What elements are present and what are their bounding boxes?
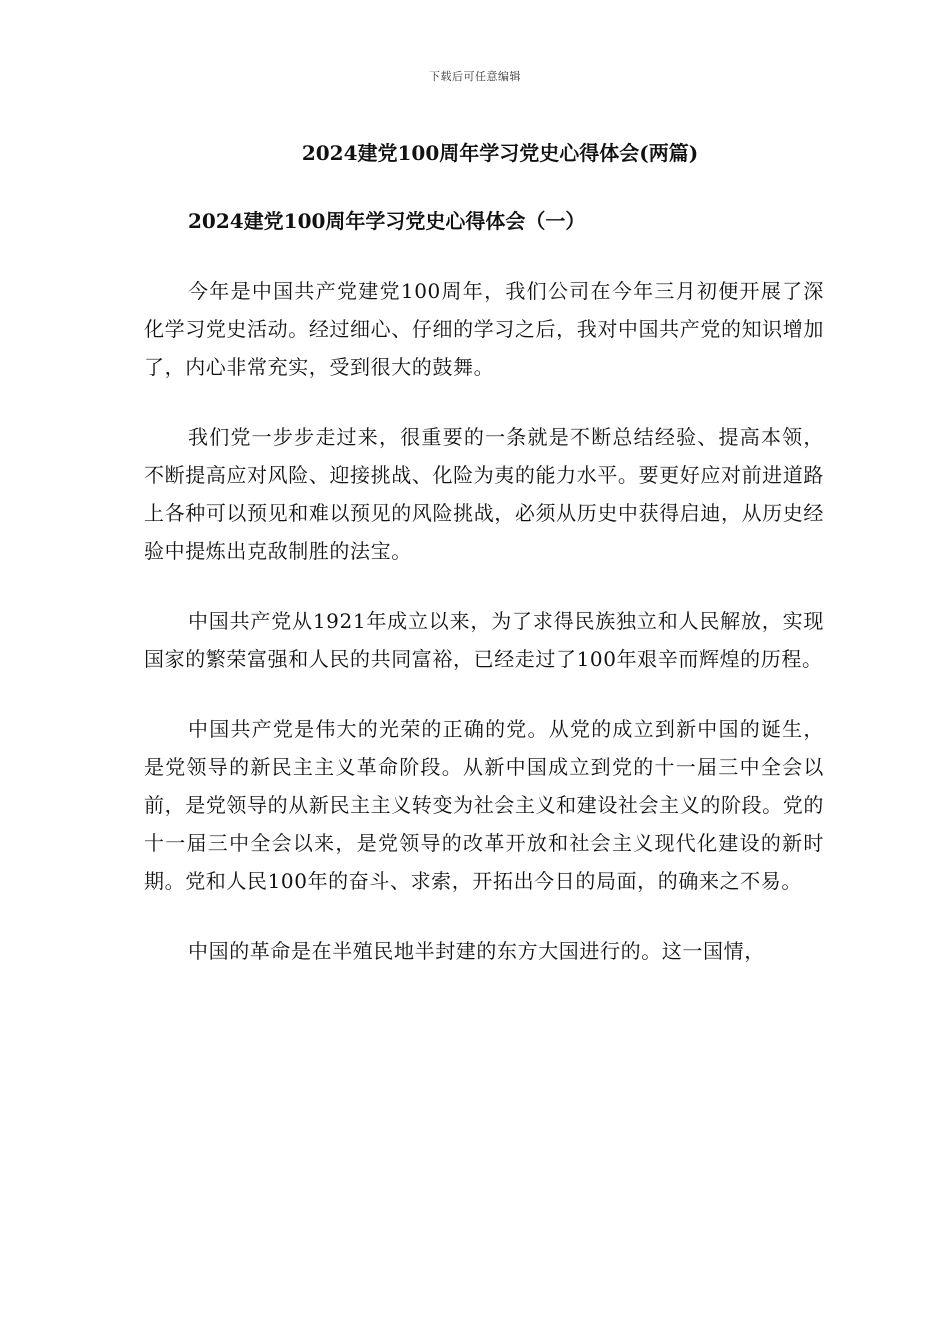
paragraph-2: 我们党一步步走过来，很重要的一条就是不断总结经验、提高本领，不断提高应对风险、迎接挑战、化险为夷的能力水平。要更好应对前进道路上各种可以预见和难以预见的风险挑战，必须从历史中获得启迪，从历史经验中提炼出克敌制胜的法宝。 (144, 425, 824, 563)
paragraph-1: 今年是中国共产党建党100周年，我们公司在今年三月初便开展了深化学习党史活动。经过细心、仔细的学习之后，我对中国共产党的知识增加了，内心非常充实，受到很大的鼓舞。 (144, 279, 824, 379)
paragraph-3: 中国共产党从1921年成立以来，为了求得民族独立和人民解放，实现国家的繁荣富强和人民的共同富裕，已经走过了100年艰辛而辉煌的历程。 (144, 609, 824, 671)
document-title: 2024建党100周年学习党史心得体会(两篇) (301, 141, 699, 165)
document-body (144, 272, 824, 1002)
section-title: 2024建党100周年学习党史心得体会（一） (188, 209, 586, 233)
paragraph-4: 中国共产党是伟大的光荣的正确的党。从党的成立到新中国的诞生，是党领导的新民主主义革命阶段。从新中国成立到党的十一届三中全会以前，是党领导的从新民主主义转变为社会主义和建设社会主义的阶段。党的十一届三中全会以来，是党领导的改革开放和社会主义现代化建设的新时期。党和人民100年的奋斗、求索，开拓出今日的局面，的确来之不易。 (144, 717, 824, 893)
header-note: 下载后可任意编辑 (429, 70, 521, 83)
paragraph-5: 中国的革命是在半殖民地半封建的东方大国进行的。这一国情， (188, 939, 765, 963)
